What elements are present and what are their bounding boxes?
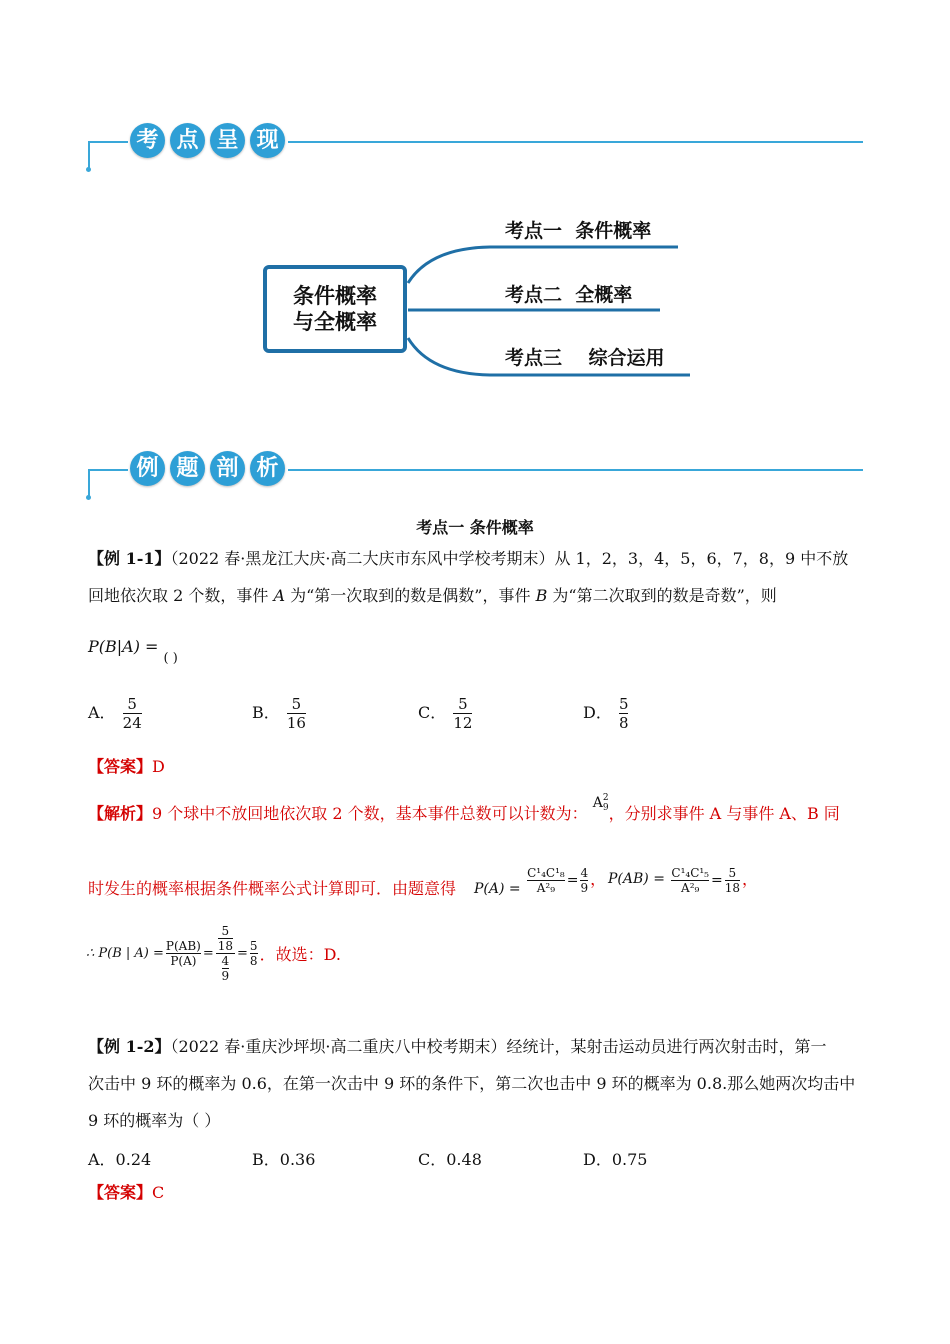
frac-den: 18 — [217, 939, 234, 953]
mindmap-center-box — [263, 265, 407, 353]
ex1-conclusion: ．故选：D. — [259, 945, 341, 964]
ex1-option-c — [418, 695, 474, 732]
mindmap-branch-2: 考点二 全概率 — [505, 284, 633, 306]
pa-label: P(A) = — [474, 880, 521, 897]
pa-eq: = — [566, 872, 579, 889]
mindmap-branch-1: 考点一 条件概率 — [505, 220, 652, 242]
a92-base: A — [592, 795, 603, 811]
pab-val — [725, 866, 740, 895]
ex1-option-a — [88, 695, 144, 732]
ex1-answer-tag: 【答案】 — [88, 757, 153, 776]
ex1-text1: （2022 春·黑龙江大庆·高二大庆市东风中学校考期末）从 1，2，3，4，5，6，7，8，9 中不放 — [170, 549, 849, 568]
frac-num: P(AB) — [165, 939, 201, 953]
nested-num — [218, 924, 233, 953]
frac-den: 24 — [122, 714, 142, 732]
frac-num: 5 — [221, 924, 230, 938]
section2-bracket-dot — [86, 495, 91, 500]
ex1-question-expr: P(B|A) = — [88, 637, 159, 656]
section2-char: 剖 — [210, 451, 245, 486]
frac-num: 4 — [580, 866, 589, 880]
section1-bracket-vertical — [88, 141, 90, 169]
section1-char: 现 — [250, 123, 285, 158]
therefore-label: ∴ P(B | A) = — [86, 946, 164, 961]
ex1-option-c-label: C． — [418, 703, 447, 722]
frac-num: C¹₄C¹₅ — [671, 866, 709, 880]
section1-char: 呈 — [210, 123, 245, 158]
frac-num: 5 — [291, 695, 302, 713]
frac-den: 8 — [618, 714, 629, 732]
ex1-option-d-frac — [619, 695, 629, 732]
a92-sub: 9 — [602, 803, 609, 813]
ex2-option-b: B．0.36 — [252, 1150, 316, 1169]
ex1-conditional-formula: ∴ P(B | A) = $\frac{P(AB)}{P(A)}$ = $\frac{\frac{5}{18}}{\frac{4}{9}}$ = $\frac{5}{8}$ ．故选：D. — [86, 924, 341, 983]
ex1-tag: 【例 1-1】 — [88, 549, 171, 568]
frac-num: C¹₄C¹₈ — [527, 866, 565, 880]
ex1-option-c-frac — [453, 695, 472, 732]
pab-label: P(AB) = — [608, 870, 665, 887]
section1-char: 考 — [130, 123, 165, 158]
ex1-analysis-text2: 时发生的概率根据条件概率公式计算即可．由题意得 — [88, 879, 457, 898]
ex1-var-a: A — [273, 586, 286, 605]
ex1-answer — [88, 756, 165, 778]
pa-val — [580, 866, 588, 895]
ex2-answer-value: C — [152, 1183, 165, 1202]
frac-den: P(A) — [170, 954, 197, 968]
a92-sup: 2 — [602, 793, 609, 803]
ex1-text2b: 为“第一次取到的数是偶数”，事件 — [285, 586, 536, 605]
section2-rule-left — [88, 469, 128, 471]
ex1-pa-formula: P(A) = $\frac{\text{C¹₄C¹₈}}{\text{A²₉}}$ = $\frac{4}{9}$ ， — [474, 866, 607, 897]
ex2-text2: 次击中 9 环的概率为 0.6，在第一次击中 9 环的条件下，第二次也击中 9 环的概率为 0.8.那么她两次均击中 — [88, 1074, 856, 1093]
ex1-analysis-text1b: ，分别求事件 A 与事件 A、B 同 — [608, 804, 840, 823]
ex2-line3 — [88, 1110, 220, 1132]
pa-frac — [527, 866, 565, 895]
frac-den: A²₉ — [681, 881, 700, 895]
frac-den: 9 — [221, 969, 230, 983]
section1-rule-left — [88, 141, 128, 143]
pab-frac — [671, 866, 709, 895]
ex1-option-b-frac — [287, 695, 306, 732]
frac-den: 9 — [580, 881, 589, 895]
ex2-tag: 【例 1-2】 — [88, 1037, 171, 1056]
ex2-option-c: C．0.48 — [418, 1150, 482, 1169]
ex1-question — [88, 636, 178, 666]
section2-char: 析 — [250, 451, 285, 486]
ex2-line1 — [88, 1036, 826, 1058]
ex2-answer — [88, 1182, 164, 1204]
ex1-option-d — [583, 695, 630, 732]
ex1-analysis-text1a: 9 个球中不放回地依次取 2 个数，基本事件总数可以计数为： — [152, 804, 588, 823]
ex1-option-a-label: A． — [88, 703, 116, 722]
frac-num: 5 — [618, 695, 629, 713]
section2-rule-right — [288, 469, 863, 471]
ex2-text1: （2022 春·重庆沙坪坝·高二重庆八中校考期末）经统计，某射击运动员进行两次射击时，第一 — [170, 1037, 827, 1056]
ex1-analysis-line1 — [88, 793, 840, 826]
ex1-text2a: 回地依次取 2 个数，事件 — [88, 586, 274, 605]
ex2-option-a: A．0.24 — [88, 1150, 152, 1169]
ex1-option-b-label: B． — [252, 703, 280, 722]
ex2-option-d: D．0.75 — [583, 1150, 648, 1169]
frac-num: 4 — [221, 954, 230, 968]
ex1-line2 — [88, 585, 777, 607]
cond-frac — [166, 939, 201, 968]
section1-char: 点 — [170, 123, 205, 158]
nested-den — [222, 954, 230, 983]
mindmap-center-line1: 条件概率 — [293, 284, 377, 308]
section2-char: 题 — [170, 451, 205, 486]
ex1-var-b: B — [535, 586, 548, 605]
ex1-option-a-frac — [123, 695, 142, 732]
frac-den: A²₉ — [536, 881, 556, 895]
mindmap-center-line2: 与全概率 — [293, 310, 377, 334]
frac-num: 5 — [728, 866, 737, 880]
ex2-answer-tag: 【答案】 — [88, 1183, 153, 1202]
ex1-answer-value: D — [152, 757, 165, 776]
ex1-line1 — [88, 548, 848, 570]
ex1-paren: ( ) — [163, 651, 178, 666]
ex1-analysis-tag: 【解析】 — [88, 804, 153, 823]
nested-frac — [216, 924, 235, 983]
section1-rule-right — [288, 141, 863, 143]
ex1-analysis-line2 — [88, 878, 456, 900]
ex1-option-d-label: D． — [583, 703, 612, 722]
ex2-line2 — [88, 1073, 855, 1095]
frac-den: 16 — [286, 714, 306, 732]
ex2-text3: 9 环的概率为（ ） — [88, 1111, 221, 1130]
frac-den: 12 — [453, 714, 473, 732]
frac-num: 5 — [249, 939, 258, 953]
frac-num: 5 — [458, 695, 468, 713]
ex1-pab-formula: P(AB) = $\frac{\text{C¹₄C¹₅}}{\text{A²₉}}$ = $\frac{5}{18}$ ， — [608, 866, 759, 895]
section1-bracket-dot — [86, 167, 91, 172]
frac-den: 8 — [249, 954, 258, 968]
topic-title: 考点一 条件概率 — [416, 518, 534, 537]
pab-eq: = — [711, 872, 723, 889]
section2-bracket-vertical — [88, 469, 90, 497]
mindmap-branch-3: 考点三 综合运用 — [505, 347, 665, 369]
ex1-text2c: 为“第二次取到的数是奇数”，则 — [547, 586, 777, 605]
section2-char: 例 — [130, 451, 165, 486]
frac-den: 18 — [724, 881, 741, 895]
final-frac — [250, 939, 258, 968]
frac-num: 5 — [127, 695, 137, 713]
ex1-a92 — [593, 795, 609, 811]
ex1-option-b — [252, 695, 308, 732]
